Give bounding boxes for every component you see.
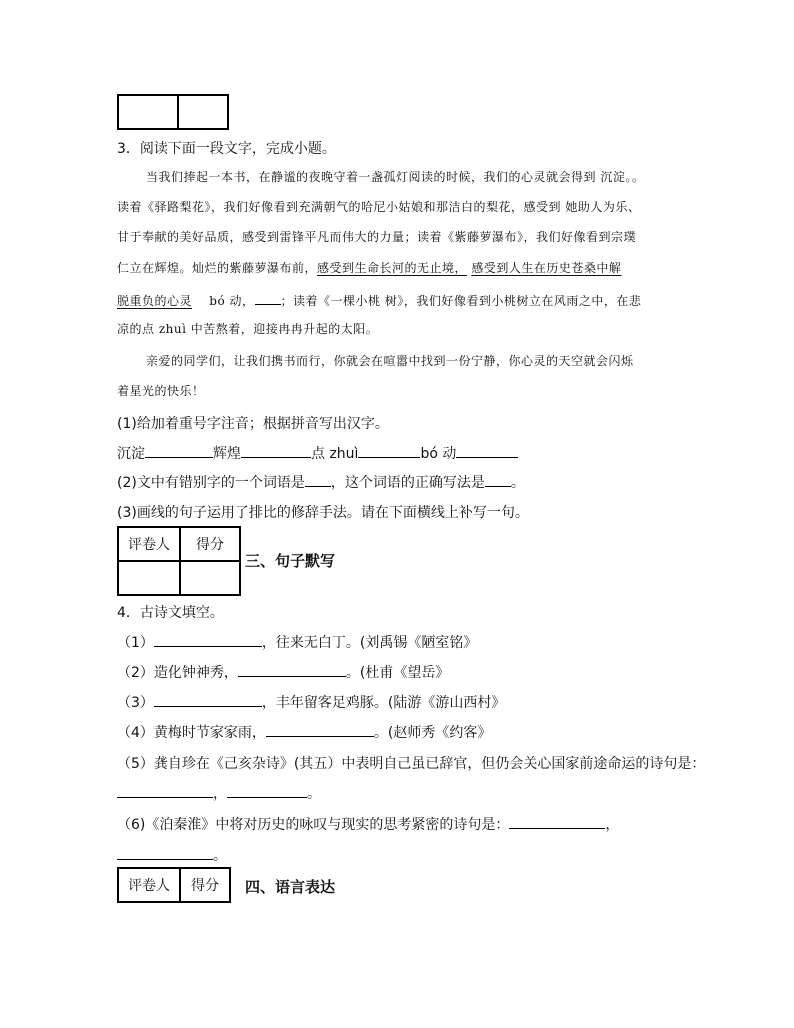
q4-item-4: （4）黄梅时节家家雨， 。(赵师秀《约客》 [117,722,491,742]
q4-item-6: （6)《泊秦淮》中将对历史的咏叹与现实的思考紧密的诗句是： ， [117,814,619,834]
score-label: 得分 [180,868,230,902]
answer-blank[interactable] [255,290,281,305]
passage-line-5: 脱重负的心灵 bó 动， ；读着《一棵小桃 树》，我们好像看到小桃树立在风雨之中，在悲 [117,290,641,309]
q4-item-6-answers: 。 [117,845,227,865]
answer-blank[interactable] [509,814,605,829]
passage-line-6: 凉的点 zhuì 中苦熬着，迎接冉冉升起的太阳。 [117,322,379,336]
top-table-cell [178,95,228,129]
underlined-sentence-1: 感受到生命长河的无止境， [317,261,468,275]
answer-blank-chendian[interactable] [145,443,213,458]
top-score-table [117,94,229,130]
answer-blank[interactable] [154,692,262,707]
score-table-section4 [117,867,231,903]
q3-sub1: (1)给加着重号字注音；根据拼音写出汉字。 [117,416,389,432]
answer-blank-bo[interactable] [456,443,518,458]
q3-sub3: (3)画线的句子运用了排比的修辞手法。请在下面横线上补写一句。 [117,505,529,521]
answer-blank[interactable] [117,845,213,860]
answer-blank[interactable] [238,662,346,677]
passage-line-3: 甘于奉献的美好品质，感受到雷锋平凡而伟大的力量；读着《紫藤萝瀑布》，我们好像看到宗璞 [117,230,637,244]
q4-item-2: （2）造化钟神秀， 。(杜甫《望岳》 [117,662,449,682]
answer-blank-correct-word[interactable] [485,472,511,487]
score-label: 得分 [180,527,240,561]
grader-cell[interactable] [118,561,180,595]
q3-sub2: (2)文中有错别字的一个词语是 ，这个词语的正确写法是 。 [117,472,525,492]
section-title-4: 四、语言表达 [245,878,336,896]
score-cell[interactable] [180,561,240,595]
section-title-3: 三、句子默写 [245,552,336,570]
q4-item-5-answers: ， 。 [117,783,321,803]
passage-line-1: 当我们捧起一本书，在静谧的夜晚守着一盏孤灯阅读的时候，我们的心灵就会得到 沉淀。。 [146,170,645,184]
grader-label: 评卷人 [118,868,180,902]
answer-blank-wrong-word[interactable] [305,472,331,487]
q4-item-5: （5）龚自珍在《己亥杂诗》(其五）中表明自己虽已辞官，但仍会关心国家前途命运的诗句是： [117,756,706,772]
passage-line-8: 着星光的快乐！ [117,384,205,398]
answer-blank[interactable] [227,783,307,798]
underlined-sentence-2: 感受到人生在历史苍桑中解 [471,261,622,275]
answer-blank[interactable] [117,783,213,798]
grader-label: 评卷人 [118,527,180,561]
q3-sub1-answers: 沉淀 辉煌 点 zhuì bó 动 [117,443,518,463]
answer-blank[interactable] [266,722,374,737]
q4-heading: 4．古诗文填空。 [117,605,224,621]
top-table-cell [118,95,178,129]
passage-line-2: 读着《驿路梨花》，我们好像看到充满朝气的哈尼小姑娘和那洁白的梨花，感受到 她助人为乐、 [117,200,641,214]
passage-line-7: 亲爱的同学们，让我们携书而行，你就会在喧嚣中找到一份宁静，你心灵的天空就会闪烁 [146,354,634,368]
answer-blank[interactable] [154,632,262,647]
passage-line-4: 仁立在辉煌。灿烂的紫藤萝瀑布前，感受到生命长河的无止境， 感受到人生在历史苍桑中解 [117,261,622,275]
score-table-section3 [117,526,241,596]
answer-blank-zhui[interactable] [358,443,420,458]
q4-item-3: （3） ，丰年留客足鸡豚。(陆游《游山西村》 [117,692,505,712]
q3-heading: 3．阅读下面一段文字，完成小题。 [117,141,336,157]
answer-blank-huihuang[interactable] [241,443,311,458]
underlined-sentence-3: 脱重负的心灵 [117,294,193,308]
q4-item-1: （1） ，往来无白丁。(刘禹锡《陋室铭》 [117,632,477,652]
